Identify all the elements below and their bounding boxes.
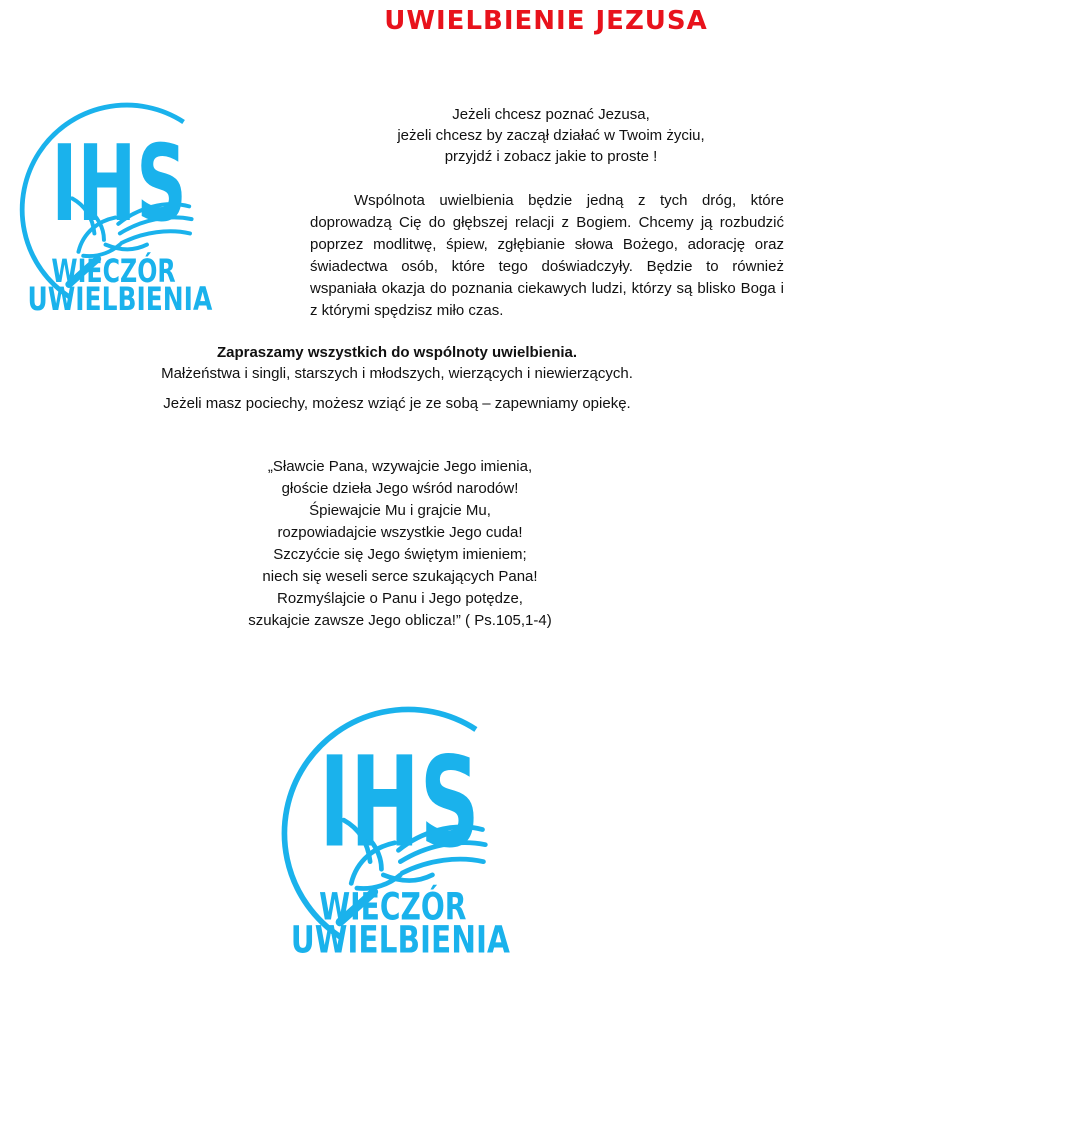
invitation-headline: Zapraszamy wszystkich do wspólnoty uwielbienia. xyxy=(216,344,578,361)
psalm-quote xyxy=(0,456,800,632)
invitation xyxy=(0,342,794,414)
psalm-line: rozpowiadajcie wszystkie Jego cuda! xyxy=(277,524,523,541)
psalm-line: niech się weseli serce szukających Pana! xyxy=(262,568,538,585)
psalm-line: Śpiewajcie Mu i grajcie Mu, xyxy=(309,502,491,519)
psalm-line: głoście dzieła Jego wśród narodów! xyxy=(281,480,519,497)
logo-line2: UWIELBIENIA xyxy=(290,917,511,962)
logo-monogram: IHS xyxy=(51,121,187,245)
logo-monogram: IHS xyxy=(319,730,480,876)
invitation-audience: Małżeństwa i singli, starszych i młodszych, wierzących i niewierzących. xyxy=(161,365,633,382)
description-paragraph: Wspólnota uwielbienia będzie jedną z tych dróg, które doprowadzą Cię do głębszej relacji z Bogiem. Chcemy ją rozbudzić poprzez modlitwę, śpiew, zgłębianie słowa Bożego, adorację oraz świadectwa osób, które tego doświadczyły. Będzie to również wspaniała okazja do poznania ciekawych ludzi, którzy są blisko Boga i z którymi spędzisz miło czas. xyxy=(310,192,784,319)
psalm-line: Szczyćcie się Jego świętym imieniem; xyxy=(273,546,527,563)
invitation-children: Jeżeli masz pociechy, możesz wziąć je ze sobą – zapewniamy opiekę. xyxy=(163,395,631,412)
psalm-line: „Sławcie Pana, wzywajcie Jego imienia, xyxy=(267,458,533,475)
logo-line2: UWIELBIENIA xyxy=(27,279,213,318)
intro-line: Jeżeli chcesz poznać Jezusa, xyxy=(452,106,650,123)
logo-bottom xyxy=(270,672,525,972)
logo-top xyxy=(10,60,225,340)
logo-line1: WIECZÓR xyxy=(51,252,219,291)
psalm-line: szukajcie zawsze Jego oblicza!” ( Ps.105,1-4) xyxy=(248,612,552,629)
logo-line1: WIECZÓR xyxy=(319,884,467,929)
intro-line: jeżeli chcesz by zaczął działać w Twoim życiu, xyxy=(397,127,705,144)
psalm-line: Rozmyślajcie o Panu i Jego potędze, xyxy=(277,590,523,607)
intro-line: przyjdź i zobacz jakie to proste ! xyxy=(444,148,658,165)
intro-text xyxy=(318,104,784,167)
page-title: UWIELBIENIE JEZUSA xyxy=(384,6,708,36)
